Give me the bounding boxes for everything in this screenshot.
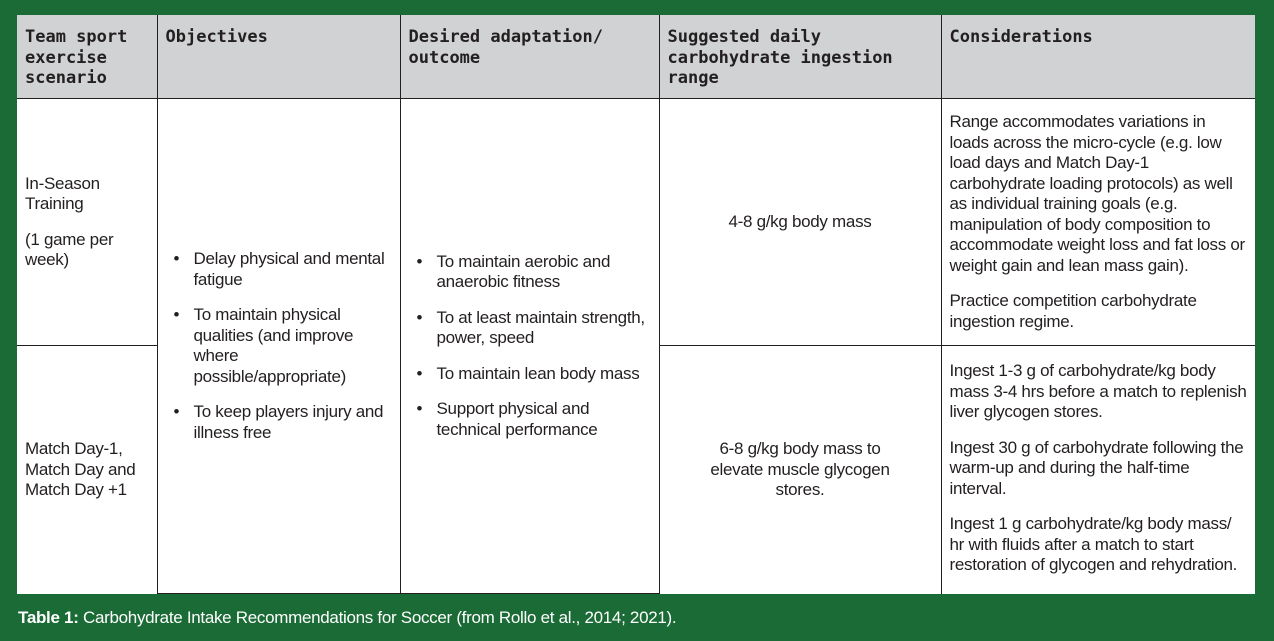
table-frame xyxy=(17,15,1255,594)
table-row xyxy=(17,99,1255,346)
consideration-text: Range accommodates variations in loads across the micro-cycle (e.g. low load days and Match Day-1 carbohydrate loading protocols) as well as individual training goals (e.g. manipulation of body composition to accommodate weight loss and fat loss or weight gain and lean mass gain). xyxy=(949,112,1245,275)
list-item: • To maintain physical qualities (and improve where possible/appropriate) xyxy=(173,305,354,386)
scenario-cell xyxy=(17,99,157,346)
list-item: • To keep players injury and illness free xyxy=(173,402,384,442)
scenario-cell xyxy=(17,346,157,594)
scenario-text: Match Day-1, Match Day and Match Day +1 xyxy=(25,439,136,499)
carb-range-cell: 4-8 g/kg body mass xyxy=(659,99,941,346)
consideration-text: Practice competition carbohydrate ingestion regime. xyxy=(949,291,1197,331)
table-caption xyxy=(18,608,676,628)
bullet-icon: • xyxy=(416,307,423,327)
list-item: • Support physical and technical performance xyxy=(416,399,598,439)
bullet-icon: • xyxy=(416,399,423,419)
objectives-list xyxy=(166,249,392,443)
list-item: • To maintain aerobic and anaerobic fitness xyxy=(416,251,611,292)
header-considerations: Considerations xyxy=(941,15,1255,99)
list-item: • To at least maintain strength, power, speed xyxy=(416,307,645,348)
bullet-icon: • xyxy=(416,251,423,271)
list-item: • To maintain lean body mass xyxy=(416,363,640,383)
list-item: • Delay physical and mental fatigue xyxy=(173,249,385,289)
bullet-icon: • xyxy=(173,249,180,268)
consideration-text: Ingest 1-3 g of carbohydrate/kg body mass 3-4 hrs before a match to replenish liver glycogen stores. xyxy=(949,361,1247,421)
scenario-subtext: (1 game per week) xyxy=(25,229,114,269)
carb-range-cell: 6-8 g/kg body mass to elevate muscle glycogen stores. xyxy=(659,346,941,594)
caption-text: Carbohydrate Intake Recommendations for Soccer (from Rollo et al., 2014; 2021). xyxy=(78,608,677,627)
considerations-cell xyxy=(941,346,1255,594)
considerations-cell xyxy=(941,99,1255,346)
header-carb-range: Suggested daily carbohydrate ingestion range xyxy=(659,15,941,99)
consideration-text: Ingest 1 g carbohydrate/kg body mass/ hr with fluids after a match to start restoration of glycogen and rehydration. xyxy=(949,514,1238,574)
adaptation-list xyxy=(409,252,647,441)
bullet-icon: • xyxy=(173,305,180,324)
header-row xyxy=(17,15,1255,99)
header-adaptation: Desired adaptation/ outcome xyxy=(400,15,659,99)
consideration-text: Ingest 30 g of carbohydrate following the warm-up and during the half-time interval. xyxy=(949,437,1244,498)
header-scenario: Team sport exercise scenario xyxy=(17,15,157,99)
objectives-cell xyxy=(157,99,400,594)
caption-label: Table 1: xyxy=(18,608,79,627)
adaptation-cell xyxy=(400,99,659,594)
bullet-icon: • xyxy=(416,363,423,383)
scenario-text: In-Season Training xyxy=(25,173,100,213)
bullet-icon: • xyxy=(173,402,180,421)
carbohydrate-table xyxy=(17,15,1255,594)
header-objectives: Objectives xyxy=(157,15,400,99)
